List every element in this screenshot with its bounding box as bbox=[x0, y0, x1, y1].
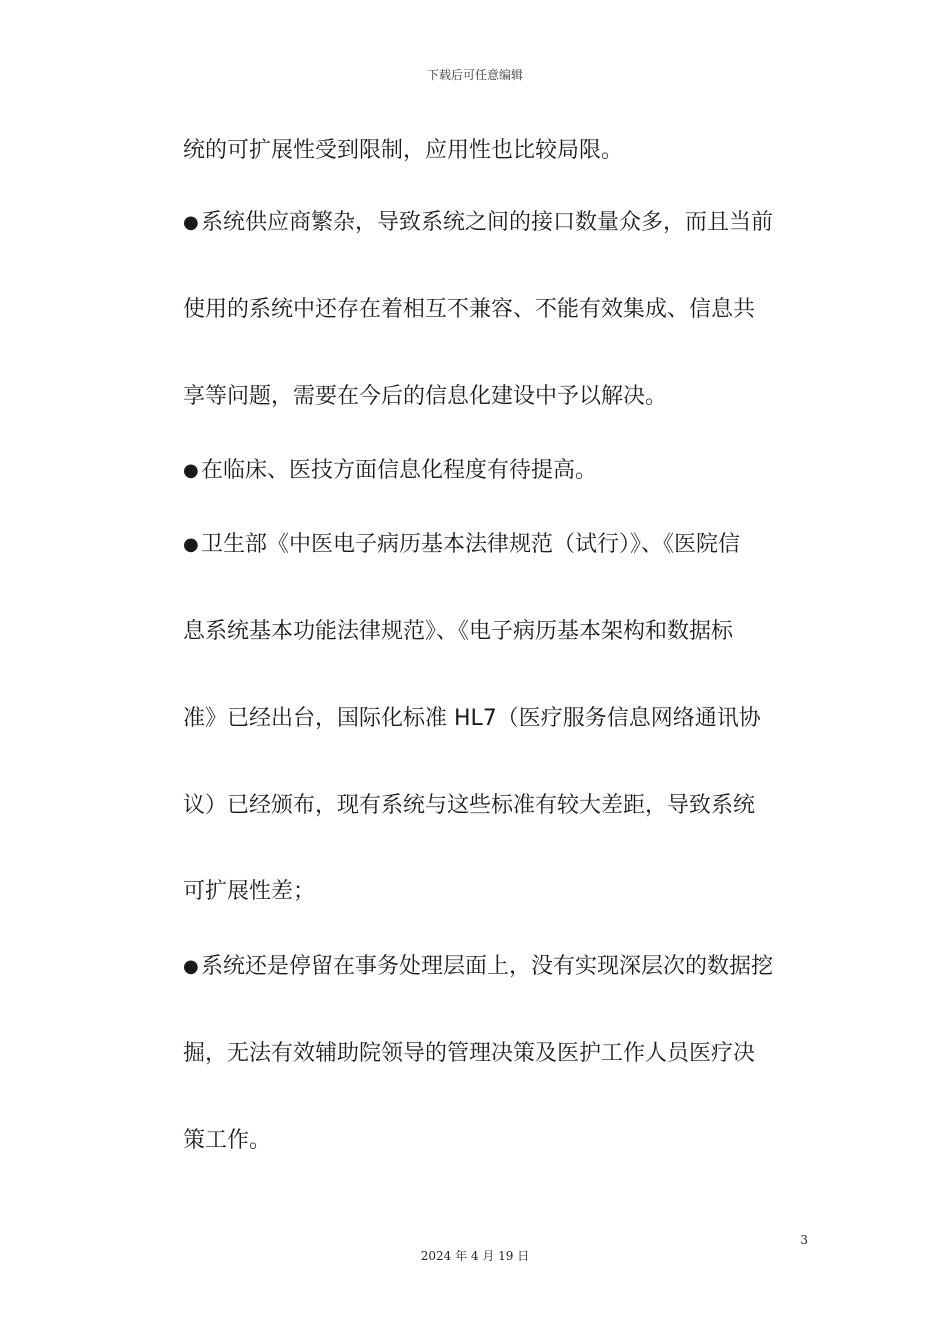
bullet-text: 在临床、医技方面信息化程度有待提高。 bbox=[201, 458, 598, 483]
text-line: 息系统基本功能法律规范》、《电子病历基本架构和数据标 bbox=[183, 619, 734, 644]
footer-date: 2024 年 4 月 19 日 bbox=[420, 1249, 530, 1263]
bullet-line bbox=[183, 530, 808, 560]
bullet-text: 系统供应商繁杂，导致系统之间的接口数量众多，而且当前 bbox=[201, 210, 774, 235]
bullet-line bbox=[183, 952, 808, 982]
text-line: 统的可扩展性受到限制，应用性也比较局限。 bbox=[183, 138, 624, 163]
page-number: 3 bbox=[800, 1233, 808, 1247]
text-line: 可扩展性差； bbox=[183, 879, 316, 904]
header-note: 下载后可任意编辑 bbox=[426, 68, 523, 82]
bullet-icon: ● bbox=[183, 460, 199, 481]
text-line: 准》已经出台，国际化标准 HL7（医疗服务信息网络通讯协 bbox=[183, 706, 761, 731]
bullet-icon: ● bbox=[183, 956, 199, 977]
text-line: 掘，无法有效辅助院领导的管理决策及医护工作人员医疗决 bbox=[183, 1041, 756, 1066]
text-line: 享等问题，需要在今后的信息化建设中予以解决。 bbox=[183, 384, 668, 409]
bullet-text: 系统还是停留在事务处理层面上，没有实现深层次的数据挖 bbox=[201, 954, 774, 979]
text-line: 使用的系统中还存在着相互不兼容、不能有效集成、信息共 bbox=[183, 297, 756, 322]
bullet-line bbox=[183, 208, 808, 238]
bullet-line bbox=[183, 456, 808, 486]
bullet-icon: ● bbox=[183, 534, 199, 555]
text-line: 策工作。 bbox=[183, 1128, 272, 1153]
bullet-text: 卫生部《中医电子病历基本法律规范（试行）》、《医院信 bbox=[201, 532, 741, 557]
bullet-icon: ● bbox=[183, 212, 199, 233]
text-line: 议）已经颁布，现有系统与这些标准有较大差距，导致系统 bbox=[183, 793, 756, 818]
